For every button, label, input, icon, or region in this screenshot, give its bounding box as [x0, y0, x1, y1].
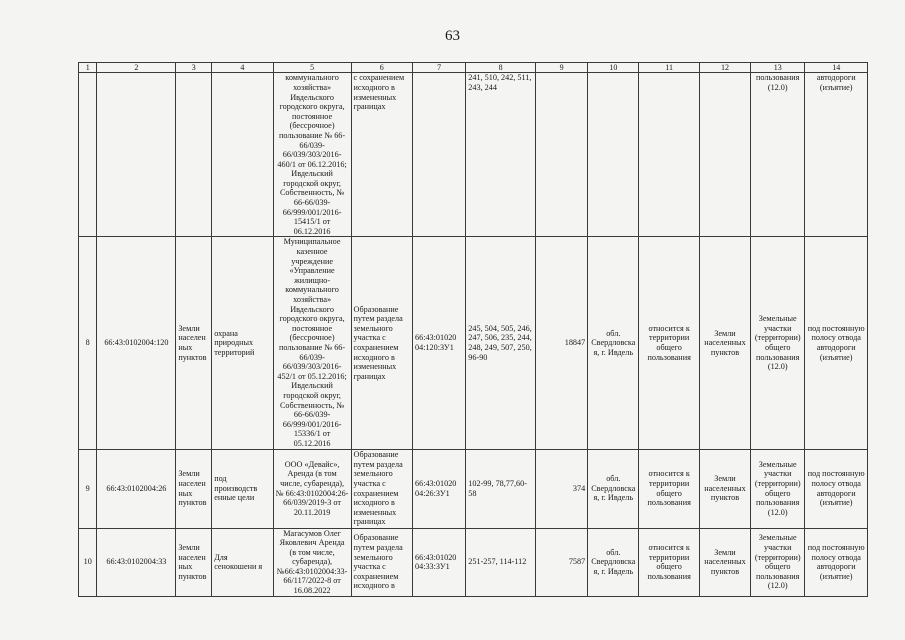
- cell-category: Земли населен ных пунктов: [176, 449, 212, 528]
- cell-territory: относится к территории общего пользования: [639, 449, 699, 528]
- cell-territory: относится к территории общего пользования: [639, 528, 699, 596]
- cell-new-plot: 66:43:01020 04:26:ЗУ1: [413, 449, 466, 528]
- page-number: 63: [445, 28, 460, 44]
- cell-vri: пользования (12.0): [751, 73, 805, 237]
- cell-cadastral: 66:43:0102004:26: [97, 449, 176, 528]
- col-header-7: 7: [413, 63, 466, 73]
- cell-points: 102-99, 78,77,60-58: [466, 449, 536, 528]
- cell-points: 245, 504, 505, 246, 247, 506, 235, 244, 248, 249, 507, 250, 96-90: [466, 237, 536, 449]
- cell-address: обл. Свердловская, г. Ивдель: [588, 449, 639, 528]
- cell-rights: Магасумов Олег Яковлевич Аренда (в том числе, субаренда), №66:43:0102004:33-66/117/2022-8 от 16.08.2022: [273, 528, 351, 596]
- col-header-2: 2: [97, 63, 176, 73]
- table-row: [79, 449, 868, 528]
- column-number-row: [79, 63, 868, 73]
- cell-cadastral: 66:43:0102004:33: [97, 528, 176, 596]
- col-header-12: 12: [699, 63, 750, 73]
- cell-purpose: под постоянную полосу отвода автодороги (изъятие): [805, 528, 868, 596]
- cell-address: обл. Свердловская, г. Ивдель: [588, 528, 639, 596]
- cell-category: [176, 73, 212, 237]
- col-header-8: 8: [466, 63, 536, 73]
- cell-points: 241, 510, 242, 511, 243, 244: [466, 73, 536, 237]
- col-header-5: 5: [273, 63, 351, 73]
- cell-address: [588, 73, 639, 237]
- cell-method: с сохранением исходного в измененных границах: [351, 73, 412, 237]
- cell-land-category: Земли населенных пунктов: [699, 449, 750, 528]
- cell-method: Образование путем раздела земельного участка с сохранением исходного в измененных границах: [351, 449, 412, 528]
- cell-land-category: [699, 73, 750, 237]
- cell-method: Образование путем раздела земельного участка с сохранением исходного в: [351, 528, 412, 596]
- cell-area: 7587: [535, 528, 587, 596]
- cell-cadastral: 66:43:0102004:120: [97, 237, 176, 449]
- cell-land-category: Земли населенных пунктов: [699, 237, 750, 449]
- cell-territory: [639, 73, 699, 237]
- cell-rights: коммунального хозяйства» Ивдельского городского округа, постоянное (бессрочное) пользование № 66-66/039-66/039/303/2016-460/1 от 06.12.2016; Ивдельский городской округ, Собственность, № 66-66/039-66/999/001/2016-15415/1 от 06.12.2016: [273, 73, 351, 237]
- col-header-14: 14: [805, 63, 868, 73]
- col-header-13: 13: [751, 63, 805, 73]
- col-header-9: 9: [535, 63, 587, 73]
- col-header-11: 11: [639, 63, 699, 73]
- cell-rights: Муниципальное казенное учреждение «Управление жилищно-коммунального хозяйства» Ивдельского городского округа, постоянное (бессрочное) пользование № 66-66/039-66/039/303/2016-452/1 от 05.12.2016; Ивдельский городской округ, Собственность, № 66-66/039-66/999/001/2016-15336/1 от 05.12.2016: [273, 237, 351, 449]
- cell-purpose: под постоянную полосу отвода автодороги (изъятие): [805, 237, 868, 449]
- cell-vri: Земельные участки (территории) общего пользования (12.0): [751, 449, 805, 528]
- cell-use: [212, 73, 273, 237]
- cell-new-plot: [413, 73, 466, 237]
- cell-num: 10: [79, 528, 97, 596]
- cell-num: 8: [79, 237, 97, 449]
- cell-territory: относится к территории общего пользования: [639, 237, 699, 449]
- cell-address: обл. Свердловская, г. Ивдель: [588, 237, 639, 449]
- col-header-10: 10: [588, 63, 639, 73]
- cell-rights: ООО «Девайс», Аренда (в том числе, субаренда), № 66:43:0102004:26-66/039/2019-3 от 20.11.2019: [273, 449, 351, 528]
- cell-vri: Земельные участки (территории) общего пользования (12.0): [751, 237, 805, 449]
- table-row: [79, 528, 868, 596]
- cell-purpose: автодороги (изъятие): [805, 73, 868, 237]
- cell-purpose: под постоянную полосу отвода автодороги (изъятие): [805, 449, 868, 528]
- cell-area: [535, 73, 587, 237]
- cell-use: Для сенокошени я: [212, 528, 273, 596]
- table-row: [79, 237, 868, 449]
- table-row-continued: [79, 73, 868, 237]
- cell-category: Земли населен ных пунктов: [176, 528, 212, 596]
- land-plots-table: [78, 62, 868, 597]
- cell-new-plot: 66:43:01020 04:120:ЗУ1: [413, 237, 466, 449]
- cell-area: 374: [535, 449, 587, 528]
- cell-num: 9: [79, 449, 97, 528]
- col-header-6: 6: [351, 63, 412, 73]
- cell-land-category: Земли населенных пунктов: [699, 528, 750, 596]
- cell-category: Земли населен ных пунктов: [176, 237, 212, 449]
- cell-use: под производств енные цели: [212, 449, 273, 528]
- cell-cadastral: [97, 73, 176, 237]
- cell-num: [79, 73, 97, 237]
- col-header-1: 1: [79, 63, 97, 73]
- cell-new-plot: 66:43:01020 04:33:ЗУ1: [413, 528, 466, 596]
- cell-points: 251-257, 114-112: [466, 528, 536, 596]
- col-header-3: 3: [176, 63, 212, 73]
- cell-method: Образование путем раздела земельного участка с сохранением исходного в измененных границах: [351, 237, 412, 449]
- cell-vri: Земельные участки (территории) общего пользования (12.0): [751, 528, 805, 596]
- cell-use: охрана природных территорий: [212, 237, 273, 449]
- cell-area: 18847: [535, 237, 587, 449]
- col-header-4: 4: [212, 63, 273, 73]
